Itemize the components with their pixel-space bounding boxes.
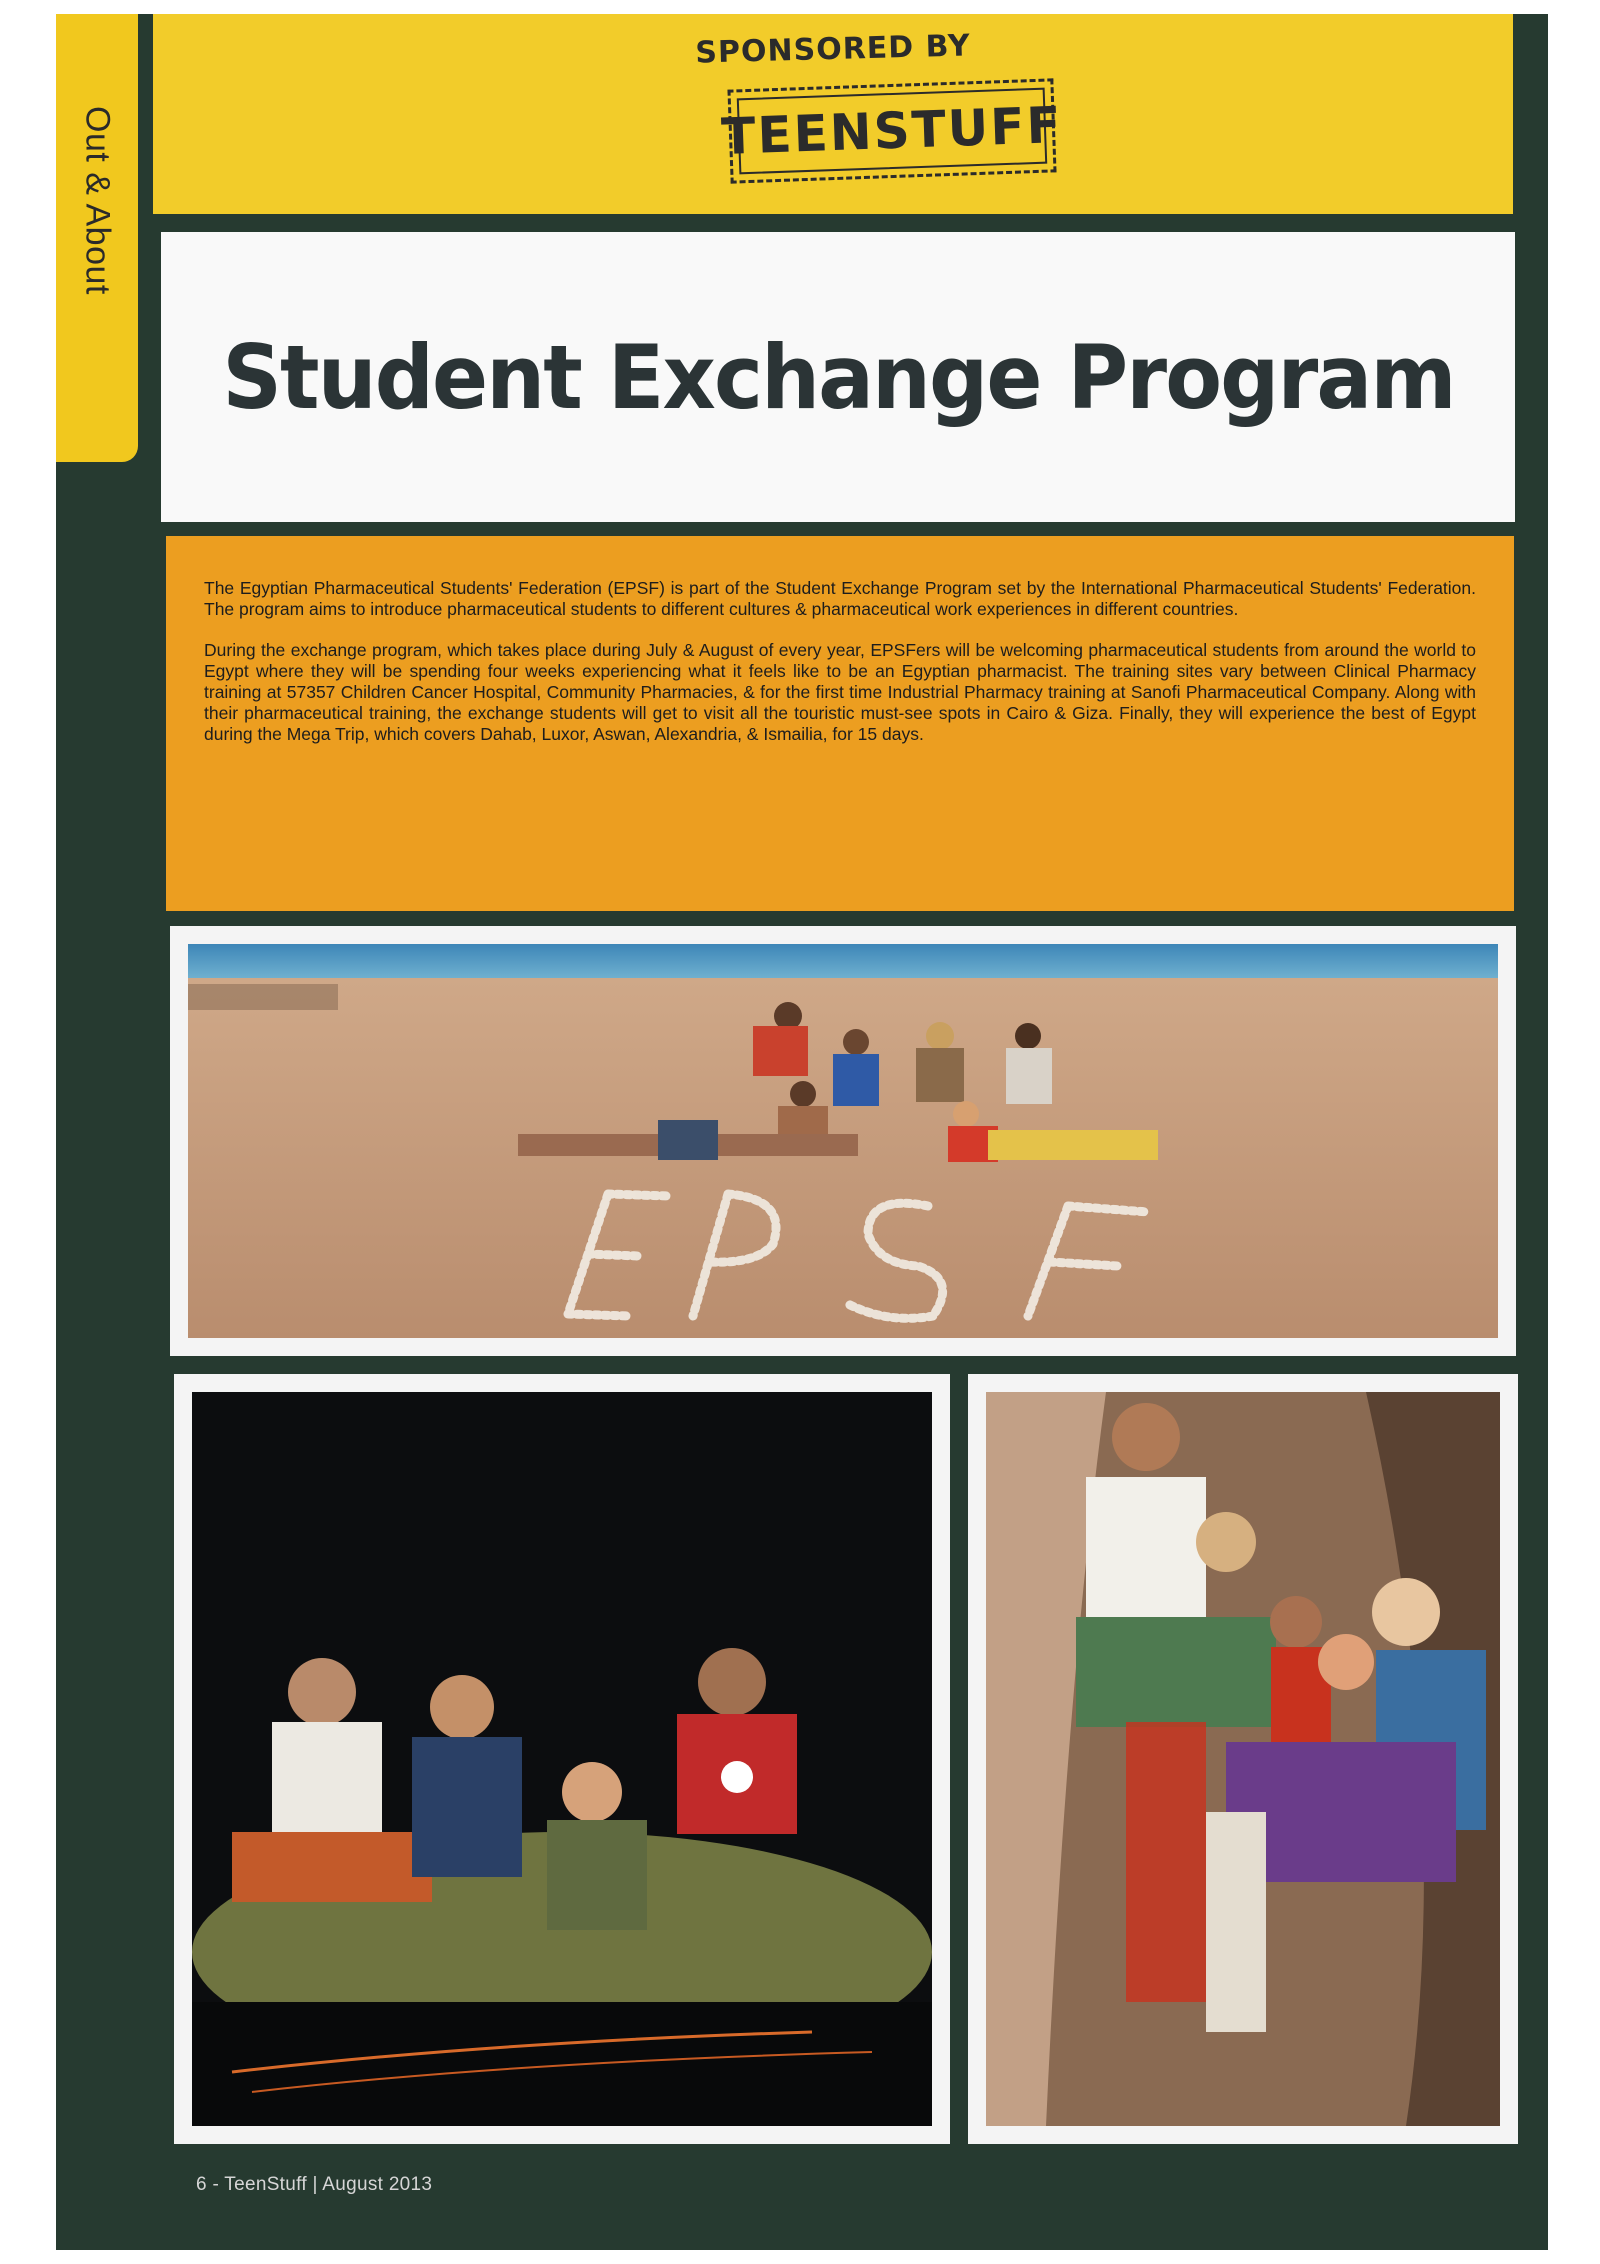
cave-photo-frame: [968, 1374, 1518, 2144]
sponsor-banner: [153, 14, 1513, 214]
night-photo: [192, 1392, 932, 2126]
beach-photo-frame: [170, 926, 1516, 1356]
sponsor-brand: TEENSTUFF: [720, 96, 1064, 166]
title-box: [161, 232, 1515, 522]
cave-photo: [986, 1392, 1500, 2126]
intro-paragraph-1: The Egyptian Pharmaceutical Students' Federation (EPSF) is part of the Student Exchange Program set by the International Pharmaceutical Students' Federation. The program aims to introduce pharmaceutical students to different cultures & pharmaceutical work experiences in different countries.: [204, 578, 1476, 619]
intro-text: [204, 578, 1476, 765]
night-photo-image: [192, 1392, 932, 2126]
intro-box: [166, 536, 1514, 911]
sponsored-by-label: SPONSORED BY: [694, 28, 972, 71]
section-tab-label-wrap: [56, 14, 138, 462]
night-photo-frame: [174, 1374, 950, 2144]
section-tab-label: Out & About: [78, 106, 117, 295]
page-footer: 6 - TeenStuff | August 2013: [196, 2174, 433, 2195]
article-title: Student Exchange Program: [221, 325, 1455, 429]
intro-paragraph-2: During the exchange program, which takes place during July & August of every year, EPSFers will be welcoming pharmaceutical students from around the world to Egypt where they will be spending four weeks experiencing what it feels like to be an Egyptian pharmacist. The training sites vary between Clinical Pharmacy training at 57357 Children Cancer Hospital, Community Pharmacies, & for the first time Industrial Pharmacy training at Sanofi Pharmaceutical Company. Along with their pharmaceutical training, the exchange students will get to visit all the touristic must-see spots in Cairo & Giza. Finally, they will experience the best of Egypt during the Mega Trip, which covers Dahab, Luxor, Aswan, Alexandria, & Ismailia, for 15 days.: [204, 640, 1476, 744]
sponsor-stamp: [720, 78, 1064, 183]
cave-photo-image: [986, 1392, 1500, 2126]
beach-photo: [188, 944, 1498, 1338]
beach-photo-image: [188, 944, 1498, 1338]
magazine-page: [56, 14, 1548, 2250]
